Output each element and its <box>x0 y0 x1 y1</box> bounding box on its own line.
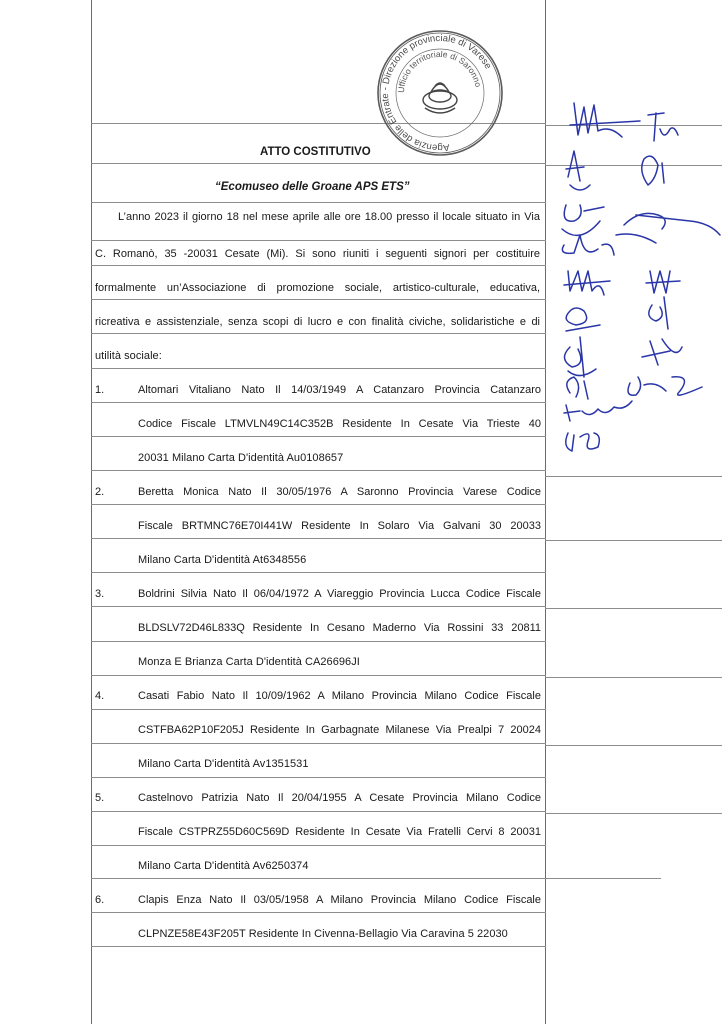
ruled-line <box>91 504 546 505</box>
member-number: 2. <box>95 486 105 498</box>
ruled-line <box>91 163 546 164</box>
ruled-line <box>91 675 546 676</box>
member-line: CLPNZE58E43F205T Residente In Civenna-Bellagio Via Caravina 5 22030 <box>138 928 508 940</box>
member-line: Boldrini Silvia Nato Il 06/04/1972 A Viareggio Provincia Lucca Codice Fiscale <box>138 588 541 600</box>
association-name: “Ecomuseo delle Groane APS ETS” <box>215 181 410 193</box>
left-margin-line <box>91 0 92 1024</box>
ruled-line <box>91 572 546 573</box>
ruled-line <box>91 538 546 539</box>
official-stamp <box>375 28 505 158</box>
member-number: 6. <box>95 894 105 906</box>
member-line: Altomari Vitaliano Nato Il 14/03/1949 A Catanzaro Provincia Catanzaro <box>138 384 541 396</box>
ruled-line <box>91 265 546 266</box>
ruled-line <box>91 402 546 403</box>
member-line: Milano Carta D'identità Av6250374 <box>138 860 309 872</box>
member-line: Codice Fiscale LTMVLN49C14C352B Residente In Cesate Via Trieste 40 <box>138 418 541 430</box>
member-line: Beretta Monica Nato Il 30/05/1976 A Saronno Provincia Varese Codice <box>138 486 541 498</box>
member-line: Monza E Brianza Carta D'identità CA26696JI <box>138 656 360 668</box>
ruled-line <box>545 476 722 477</box>
member-line: Castelnovo Patrizia Nato Il 20/04/1955 A Cesate Provincia Milano Codice <box>138 792 541 804</box>
member-line: Milano Carta D'identità Av1351531 <box>138 758 309 770</box>
member-line: Fiscale BRTMNC76E70I441W Residente In Solaro Via Galvani 30 20033 <box>138 520 541 532</box>
ruled-line <box>91 436 546 437</box>
ruled-line <box>545 813 722 814</box>
ruled-line <box>91 333 546 334</box>
ruled-line <box>91 912 546 913</box>
intro-line: utilità sociale: <box>95 350 162 362</box>
svg-text:Ufficio territoriale di Saronn: Ufficio territoriale di Saronno <box>395 48 484 94</box>
member-line: Milano Carta D'identità At6348556 <box>138 554 307 566</box>
ruled-line <box>91 845 546 846</box>
ruled-line <box>91 240 546 241</box>
member-line: BLDSLV72D46L833Q Residente In Cesano Maderno Via Rossini 33 20811 <box>138 622 541 634</box>
ruled-line <box>91 470 546 471</box>
ruled-line <box>91 811 546 812</box>
ruled-line <box>545 608 722 609</box>
intro-line: ricreativa e assistenziale, senza scopi di lucro e con finalità civiche, solidaristiche e di <box>95 316 540 328</box>
ruled-line <box>545 540 722 541</box>
ruled-line <box>91 368 546 369</box>
ruled-line <box>91 606 546 607</box>
ruled-line <box>91 709 546 710</box>
ruled-line <box>545 677 722 678</box>
ruled-line <box>91 946 546 947</box>
member-number: 5. <box>95 792 105 804</box>
ruled-line <box>91 878 661 879</box>
member-line: 20031 Milano Carta D'identità Au0108657 <box>138 452 344 464</box>
member-number: 4. <box>95 690 105 702</box>
ruled-line <box>91 743 546 744</box>
member-line: CSTFBA62P10F205J Residente In Garbagnate Milanese Via Prealpi 7 20024 <box>138 724 541 736</box>
intro-line: L’anno 2023 il giorno 18 nel mese aprile alle ore 18.00 presso il locale situato in Via <box>118 211 540 223</box>
intro-line: formalmente un’Associazione di promozione sociale, artistico-culturale, educativa, <box>95 282 540 294</box>
ruled-line <box>91 641 546 642</box>
member-line: Fiscale CSTPRZ55D60C569D Residente In Cesate Via Fratelli Cervi 8 20031 <box>138 826 541 838</box>
handwritten-signatures <box>540 85 722 470</box>
ruled-line <box>91 299 546 300</box>
ruled-line <box>91 202 546 203</box>
svg-text:Agenzia delle Entrate - Direzi: Agenzia delle Entrate - Direzione provinciale di Varese <box>379 32 494 154</box>
ruled-line <box>91 777 546 778</box>
member-number: 3. <box>95 588 105 600</box>
member-line: Casati Fabio Nato Il 10/09/1962 A Milano Provincia Milano Codice Fiscale <box>138 690 541 702</box>
intro-line: C. Romanò, 35 -20031 Cesate (Mi). Si sono riuniti i seguenti signori per costituire <box>95 248 540 260</box>
ruled-line <box>545 745 722 746</box>
member-number: 1. <box>95 384 105 396</box>
member-line: Clapis Enza Nato Il 03/05/1958 A Milano Provincia Milano Codice Fiscale <box>138 894 541 906</box>
document-title: ATTO COSTITUTIVO <box>260 146 371 158</box>
